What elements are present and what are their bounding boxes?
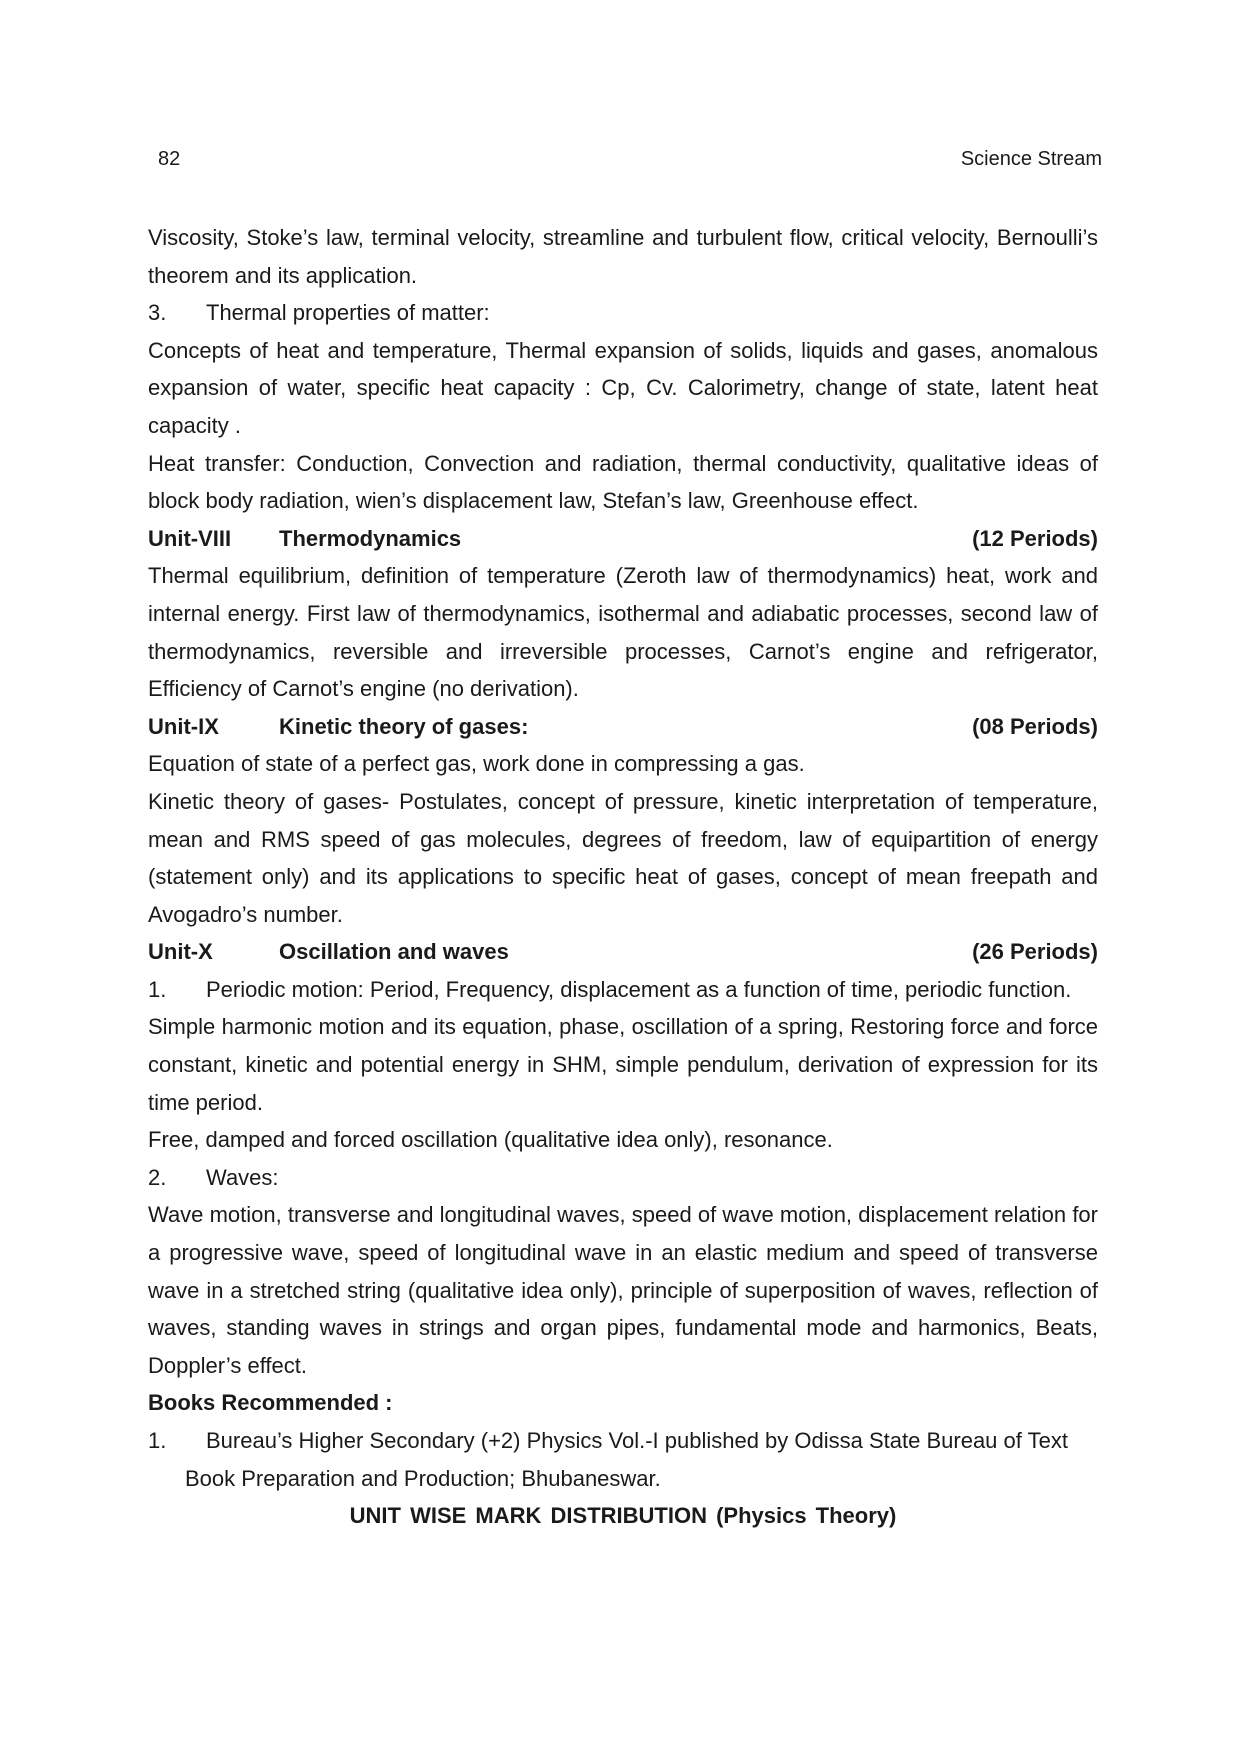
unit-title: Kinetic theory of gases:: [279, 713, 529, 739]
paragraph-fluids: Viscosity, Stoke’s law, terminal velocity, streamline and turbulent flow, critical velocity, Bernoulli’s theorem and its application.: [148, 225, 1098, 288]
item-number: 1.: [148, 976, 167, 1002]
item-number: 1.: [148, 1428, 167, 1453]
paragraph-waves: Wave motion, transverse and longitudinal waves, speed of wave motion, displacement relation for a progressive wave, speed of longitudinal wave in an elastic medium and speed of transverse wave in a stretched string (qualitative idea only), principle of superposition of waves, reflection of waves, standing waves in strings and organ pipes, fundamental mode and harmonics, Beats, Doppler’s effect.: [148, 1202, 1098, 1378]
unit-heading-oscillation: [148, 933, 1098, 971]
unit-title: Thermodynamics: [279, 525, 462, 551]
books-heading: Books Recommended :: [148, 1390, 393, 1416]
paragraph-gas-equation: Equation of state of a perfect gas, work done in compressing a gas.: [148, 751, 805, 777]
item-number: 3.: [148, 300, 167, 326]
numbered-item-periodic-motion: [148, 971, 1098, 1009]
unit-title: Oscillation and waves: [279, 939, 509, 965]
unit-periods: (08 Periods): [972, 713, 1098, 739]
page-number: 82: [158, 148, 181, 170]
page-content: [148, 219, 1098, 1535]
item-text: Bureau’s Higher Secondary (+2) Physics Vol.-I published by Odissa State Bureau of Text Book Preparation and Production; Bhubaneswar.: [185, 1428, 1068, 1491]
item-text: Waves:: [206, 1164, 279, 1190]
paragraph-heat-transfer: Heat transfer: Conduction, Convection and radiation, thermal conductivity, qualitative ideas of block body radiation, wien’s displacement law, Stefan’s law, Greenhouse effect.: [148, 450, 1098, 514]
paragraph-heat-concepts: Concepts of heat and temperature, Thermal expansion of solids, liquids and gases, anomalous expansion of water, specific heat capacity : Cp, Cv. Calorimetry, change of state, latent heat capacity .: [148, 337, 1098, 438]
book-item: [148, 1422, 1098, 1497]
distribution-title: UNIT WISE MARK DISTRIBUTION (Physics Theory): [349, 1503, 897, 1529]
item-text: Thermal properties of matter:: [206, 300, 490, 326]
item-text: Periodic motion: Period, Frequency, displacement as a function of time, periodic function.: [206, 976, 1072, 1002]
paragraph-oscillation-types: Free, damped and forced oscillation (qualitative idea only), resonance.: [148, 1127, 833, 1153]
numbered-item-thermal: [148, 294, 1098, 332]
unit-heading-thermodynamics: [148, 520, 1098, 558]
running-header: Science Stream: [960, 148, 1102, 170]
unit-code: Unit-VIII: [148, 525, 232, 551]
unit-heading-kinetic-theory: [148, 708, 1098, 746]
paragraph-thermodynamics: Thermal equilibrium, definition of temperature (Zeroth law of thermodynamics) heat, work and internal energy. First law of thermodynamics, isothermal and adiabatic processes, second law of thermodynamics, reversible and irreversible processes, Carnot’s engine and refrigerator, Efficiency of Carnot’s engine (no derivation).: [148, 563, 1098, 702]
numbered-item-waves: [148, 1159, 1098, 1197]
unit-periods: (26 Periods): [972, 939, 1098, 965]
unit-code: Unit-X: [148, 939, 213, 965]
item-number: 2.: [148, 1164, 167, 1190]
paragraph-shm: Simple harmonic motion and its equation, phase, oscillation of a spring, Restoring force and force constant, kinetic and potential energy in SHM, simple pendulum, derivation of expression for its time period.: [148, 1014, 1098, 1115]
unit-periods: (12 Periods): [972, 525, 1098, 551]
paragraph-kinetic-theory: Kinetic theory of gases- Postulates, concept of pressure, kinetic interpretation of temperature, mean and RMS speed of gas molecules, degrees of freedom, law of equipartition of energy (statement only) and its applications to specific heat of gases, concept of mean freepath and Avogadro’s number.: [148, 788, 1098, 927]
unit-code: Unit-IX: [148, 713, 219, 739]
